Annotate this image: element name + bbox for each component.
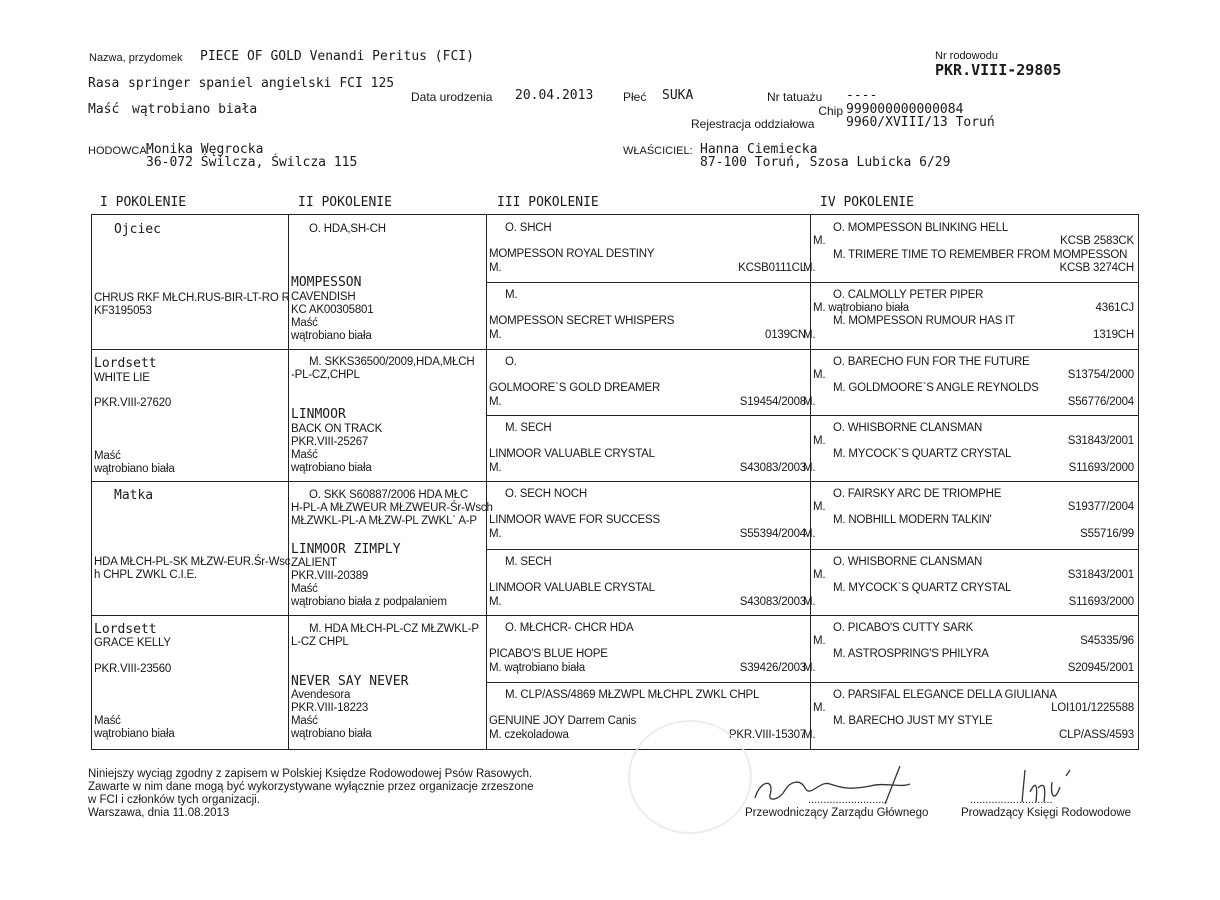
signature-dots-2: ........................... [970,794,1053,806]
dam-titles-2: h CHPL ZWKL C.I.E. [94,569,197,581]
gen4-side-mark: M. [813,702,826,714]
gen4-sire-reg: KCSB 2583CK [1060,235,1134,247]
gen2-name: BACK ON TRACK [291,423,383,435]
chip-label: Chip [818,104,843,118]
gen4-dam-reg: S20945/2001 [1067,662,1134,674]
gen3-title: O. SHCH [505,222,552,234]
sex-label: Płeć [623,90,647,104]
gen4-cell [803,481,1138,549]
gen4-side-mark: M. [813,569,826,581]
dam-kennel: Lordsett [94,622,157,637]
gen3-title: O. [505,356,517,368]
gen2-title: L-CZ CHPL [291,636,349,648]
color-value: wątrobiano biała [132,102,258,117]
birth-label: Data urodzenia [411,90,493,104]
gen2-cell [289,215,486,349]
footer-line-1: Niniejszy wyciąg zgodny z zapisem w Polskiej Księdze Rodowodowej Psów Rasowych. [88,768,533,780]
gen4-dam-reg: S11693/2000 [1068,462,1134,474]
gen-header-4: IV POKOLENIE [820,195,914,210]
gen3-reg: S43083/2003 [739,596,806,608]
gen2-reg: PKR.VIII-20389 [291,570,369,582]
gen2-reg: KC AK00305801 [291,304,374,316]
gen4-cell [803,282,1138,349]
gen2-color: wątrobiano biała [291,462,372,474]
gen-header-2: II POKOLENIE [298,195,392,210]
gen4-dam-reg: 1319CH [1093,329,1134,341]
gen2-color-label: Maść [291,715,318,727]
gen4-sire-reg: 4361CJ [1095,302,1134,314]
gen3-sex: M. [489,528,502,540]
dog-name: PIECE OF GOLD Venandi Peritus (FCI) [200,49,474,64]
gen3-cell [487,615,810,682]
gen2-title: H-PL-A MŁZWEUR MŁZWEUR-Śr-Wsch [291,502,493,514]
breeder-label: HODOWCA: [88,145,150,157]
gen2-name: CAVENDISH [291,291,356,303]
registration-value: 9960/XVIII/13 Toruń [846,115,995,130]
dam-label: Matka [114,488,154,503]
gen3-name: PICABO'S BLUE HOPE [489,648,608,660]
breed-value: springer spaniel angielski FCI 125 [128,76,395,91]
sire-label: Ojciec [114,222,161,237]
gen4-bottom-mark: M. [803,462,816,474]
gen4-bottom-mark: M. [803,329,816,341]
gen3-name: MOMPESSON ROYAL DESTINY [489,248,655,260]
footer-line-3: w FCI i członków tych organizacji. [88,794,260,806]
gen4-sire: O. PICABO'S CUTTY SARK [833,622,974,634]
gen4-sire-reg: S13754/2000 [1067,369,1134,381]
gen3-title: M. [505,289,518,301]
gen3-name: LINMOOR WAVE FOR SUCCESS [489,514,660,526]
gen-header-3: III POKOLENIE [497,195,599,210]
gen4-side-mark: M. [813,435,826,447]
gen4-dam: M. TRIMERE TIME TO REMEMBER FROM MOMPESSON [833,249,1128,261]
gen4-cell [803,349,1138,415]
gen4-cell [803,215,1138,282]
name-label: Nazwa, przydomek [89,52,183,64]
footer-line-4: Warszawa, dnia 11.08.2013 [88,807,230,819]
gen2-cell [289,615,486,749]
registration-label: Rejestracja oddziałowa [691,117,815,131]
gen4-bottom-mark: M. [803,662,816,674]
faint-stamp [628,720,752,834]
dam-color-label: Maść [94,715,121,727]
breeder-address: 36-072 Świlcza, Świlcza 115 [146,155,358,170]
gen3-title: M. CLP/ASS/4869 MŁZWPL MŁCHPL ZWKL CHPL [505,689,760,701]
gen1-sire [92,215,288,481]
gen4-cell [803,549,1138,615]
gen3-cell [487,481,810,549]
gen4-side-mark: M. [813,235,826,247]
gen4-bottom-mark: M. [803,262,816,274]
owner-address: 87-100 Toruń, Szosa Lubicka 6/29 [700,155,951,170]
gen4-sire: O. BARECHO FUN FOR THE FUTURE [833,356,1030,368]
gen3-cell [487,215,810,282]
gen3-title: O. SECH NOCH [505,488,587,500]
sire-color: wątrobiano biała [94,463,175,475]
gen4-dam-reg: CLP/ASS/4593 [1059,729,1134,741]
tattoo-value: ---- [846,88,878,103]
gen4-sire-reg: S31843/2001 [1067,435,1134,447]
gen2-name: Avendesora [291,689,351,701]
gen4-cell [803,682,1138,749]
gen3-reg: S39426/2003 [739,662,806,674]
breed-label: Rasa [88,76,120,91]
gen3-title: O. MŁCHCR- CHCR HDA [505,622,634,634]
gen4-bottom-mark: M. [803,396,816,408]
sire-titles: CHRUS RKF MŁCH.RUS-BIR-LT-RO R [94,292,290,304]
dam-color: wątrobiano biała [94,728,175,740]
sex-value: SUKA [662,88,694,103]
gen2-name: ZALIENT [291,557,337,569]
gen2-title: -PL-CZ,CHPL [291,369,360,381]
sire-color-label: Maść [94,450,121,462]
gen3-reg: PKR.VIII-15307 [728,729,806,741]
gen3-name: MOMPESSON SECRET WHISPERS [489,315,675,327]
birth-date: 20.04.2013 [515,88,594,103]
gen4-sire: O. FAIRSKY ARC DE TRIOMPHE [833,488,1002,500]
gen4-sire: O. WHISBORNE CLANSMAN [833,422,983,434]
color-label: Maść [88,102,120,117]
gen3-cell [487,549,810,615]
gen3-name: LINMOOR VALUABLE CRYSTAL [489,582,655,594]
gen2-kennel: LINMOOR ZIMPLY [291,542,401,557]
gen2-color-label: Maść [291,449,318,461]
dam-name: GRACE KELLY [94,637,171,649]
gen3-sex: M. [489,262,502,274]
gen4-bottom-mark: M. [803,596,816,608]
gen3-reg: KCSB0111CL [738,262,806,274]
gen4-dam-reg: S11693/2000 [1068,596,1134,608]
gen3-sex: M. [489,596,502,608]
owner-label: WŁAŚCICIEL: [623,145,693,157]
gen2-title: MŁZWKL-PL-A MŁZW-PL ZWKL` A-P [291,515,477,527]
gen4-side-mark: M. [813,369,826,381]
gen4-dam-reg: S55716/99 [1080,528,1134,540]
gen2-kennel: LINMOOR [291,407,346,422]
gen3-sex: M. czekoladowa [489,729,569,741]
gen-header-1: I POKOLENIE [100,195,187,210]
gen4-bottom-mark: M. [803,729,816,741]
gen2-title: M. SKKS36500/2009,HDA,MŁCH [309,356,475,368]
gen4-cell [803,615,1138,682]
gen3-title: M. SECH [505,556,552,568]
gen3-name: GOLMOORE`S GOLD DREAMER [489,382,661,394]
pedigree-no: PKR.VIII-29805 [935,61,1062,79]
gen3-cell [487,282,810,349]
gen4-dam: M. ASTROSPRING'S PHILYRA [833,648,989,660]
gen4-sire-reg: S19377/2004 [1067,501,1134,513]
sire-pkr: PKR.VIII-27620 [94,397,172,409]
signature-label-1: Przewodniczący Zarządu Głównego [745,807,929,819]
footer-line-2: Zawarte w nim dane mogą być wykorzystywane wyłącznie przez organizacje zrzeszone [88,781,534,793]
gen2-color: wątrobiano biała z podpalaniem [291,596,447,608]
gen2-cell [289,349,486,481]
gen1-dam [92,481,291,749]
gen4-side-mark: M. [813,635,826,647]
gen3-reg: 0139CN [765,329,806,341]
gen4-dam: M. MYCOCK`S QUARTZ CRYSTAL [833,582,1012,594]
gen2-color-label: Maść [291,317,318,329]
gen2-cell [289,481,493,615]
gen2-title: O. SKK S60887/2006 HDA MŁC [309,489,469,501]
gen2-color-label: Maść [291,583,318,595]
breeder-name: Monika Węgrocka [146,142,264,157]
dam-pkr: PKR.VIII-23560 [94,663,172,675]
signature-label-2: Prowadzący Księgi Rodowodowe [961,807,1132,819]
gen4-bottom-mark: M. [803,528,816,540]
gen2-title: M. HDA MŁCH-PL-CZ MŁZWKL-P [309,623,479,635]
gen4-dam: M. GOLDMOORE`S ANGLE REYNOLDS [833,382,1039,394]
gen4-dam-reg: S56776/2004 [1067,396,1134,408]
gen3-sex: M. [489,329,502,341]
gen2-reg: PKR.VIII-25267 [291,436,369,448]
gen3-cell [487,349,810,415]
gen4-side-mark: M. wątrobiano biała [813,302,909,314]
gen4-sire: O. CALMOLLY PETER PIPER [833,289,984,301]
gen4-sire: O. PARSIFAL ELEGANCE DELLA GIULIANA [833,689,1057,701]
gen3-name: LINMOOR VALUABLE CRYSTAL [489,448,655,460]
gen4-dam: M. NOBHILL MODERN TALKIN' [833,514,992,526]
gen3-sex: M. [489,396,502,408]
dam-titles-1: HDA MŁCH-PL-SK MŁZW-EUR.Śr-Wsc [94,556,291,568]
gen2-kennel: MOMPESSON [291,275,362,290]
gen4-side-mark: M. [813,501,826,513]
gen3-reg: S43083/2003 [739,462,806,474]
gen4-dam-reg: KCSB 3274CH [1059,262,1134,274]
owner-name: Hanna Ciemiecka [700,142,818,157]
gen2-title: O. HDA,SH-CH [309,223,386,235]
gen4-dam: M. MYCOCK`S QUARTZ CRYSTAL [833,448,1012,460]
gen3-title: M. SECH [505,422,552,434]
sire-kennel: Lordsett [94,356,157,371]
gen3-reg: S55394/2004 [739,528,806,540]
sire-name: WHITE LIE [94,372,150,384]
gen4-sire-reg: S45335/96 [1080,635,1134,647]
tattoo-label: Nr tatuażu [767,90,823,104]
gen3-sex: M. wątrobiano biała [489,662,585,674]
gen4-cell [803,415,1138,481]
gen2-reg: PKR.VIII-18223 [291,702,369,714]
gen4-dam: M. BARECHO JUST MY STYLE [833,715,993,727]
signature-dots-1: .......................... [808,794,888,806]
gen4-sire-reg: LOI101/1225588 [1051,702,1134,714]
gen3-reg: S19454/2008 [739,396,806,408]
chip-value: 999000000000084 [846,102,964,117]
gen4-sire: O. MOMPESSON BLINKING HELL [833,222,1009,234]
gen4-dam: M. MOMPESSON RUMOUR HAS IT [833,315,1016,327]
pedigree-no-label: Nr rodowodu [935,50,998,62]
pedigree-table [91,214,1139,750]
gen2-kennel: NEVER SAY NEVER [291,674,409,689]
gen2-color: wątrobiano biała [291,330,372,342]
gen2-color: wątrobiano biała [291,728,372,740]
sire-reg: KF3195053 [94,305,152,317]
gen3-sex: M. [489,462,502,474]
gen3-name: GENUINE JOY Darrem Canis [489,715,637,727]
gen4-sire-reg: S31843/2001 [1067,569,1134,581]
gen3-cell [487,415,810,481]
gen4-sire: O. WHISBORNE CLANSMAN [833,556,983,568]
